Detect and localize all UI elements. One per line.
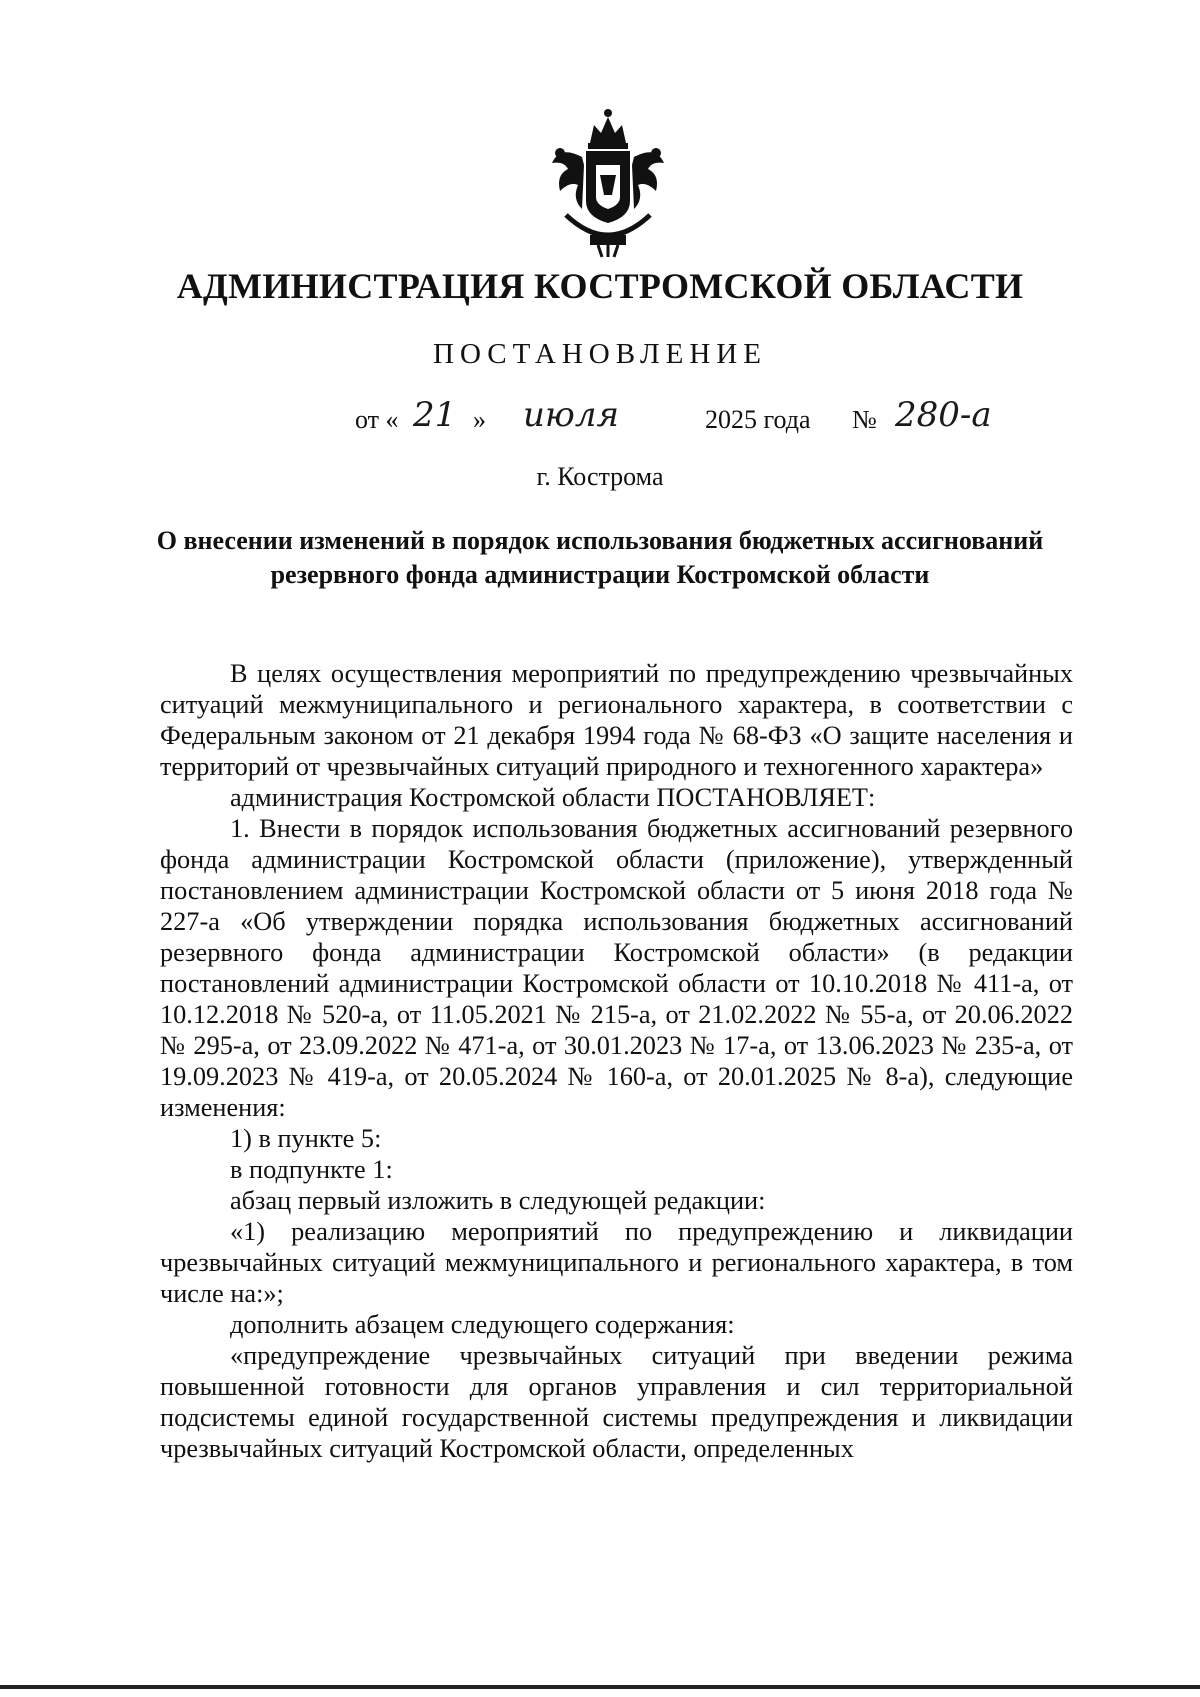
paragraph: администрация Костромской области ПОСТАНОВЛЯЕТ: bbox=[230, 783, 876, 812]
document-body bbox=[160, 658, 1073, 1464]
date-day-handwritten: 21 bbox=[413, 395, 457, 435]
city: г. Кострома bbox=[536, 462, 664, 491]
agency-name: АДМИНИСТРАЦИЯ КОСТРОМСКОЙ ОБЛАСТИ bbox=[176, 266, 1024, 306]
paragraph: дополнить абзацем следующего содержания: bbox=[230, 1310, 735, 1339]
paragraph: «1) реализацию мероприятий по предупреждению и ликвидации чрезвычайных ситуаций межмуниципального и регионального характера, в том числе на:»; bbox=[160, 1217, 1073, 1308]
document-subject: О внесении изменений в порядок использования бюджетных ассигнований резервного фонда администрации Костромской области bbox=[156, 526, 1044, 589]
document-type: ПОСТАНОВЛЕНИЕ bbox=[433, 338, 767, 370]
scan-bottom-edge bbox=[0, 1685, 1200, 1689]
date-year: 2025 года bbox=[705, 405, 811, 434]
paragraph: в подпункте 1: bbox=[230, 1155, 393, 1184]
date-prefix: от « bbox=[355, 405, 399, 434]
date-number-line bbox=[355, 395, 1055, 445]
date-quote-close: » bbox=[473, 405, 486, 434]
paragraph: «предупреждение чрезвычайных ситуаций при введении режима повышенной готовности для органов управления и сил территориальной подсистемы единой государственной системы предупреждения и ликвидации чрезвычайных ситуаций Костромской области, определенных bbox=[160, 1341, 1073, 1463]
coat-of-arms-icon bbox=[538, 105, 678, 260]
paragraph: 1) в пункте 5: bbox=[230, 1124, 382, 1153]
paragraph: 1. Внести в порядок использования бюджетных ассигнований резервного фонда администрации Костромской области (приложение), утвержденный постановлением администрации Костромской области от 5 июня 2018 года № 227-а «Об утверждении порядка использования бюджетных ассигнований резервного фонда администрации Костромской области» (в редакции постановлений администрации Костромской области от 10.10.2018 № 411-а, от 10.12.2018 № 520-а, от 11.05.2021 № 215-а, от 21.02.2022 № 55-а, от 20.06.2022 № 295-а, от 23.09.2022 № 471-а, от 30.01.2023 № 17-а, от 13.06.2023 № 235-а, от 19.09.2023 № 419-а, от 20.05.2024 № 160-а, от 20.01.2025 № 8-а), следующие изменения: bbox=[160, 814, 1073, 1122]
date-month-handwritten: июля bbox=[523, 395, 619, 435]
document-number-handwritten: 280-а bbox=[895, 395, 992, 435]
paragraph: В целях осуществления мероприятий по предупреждению чрезвычайных ситуаций межмуниципального и регионального характера, в соответствии с Федеральным законом от 21 декабря 1994 года № 68-ФЗ «О защите населения и территорий от чрезвычайных ситуаций природного и техногенного характера» bbox=[160, 659, 1073, 781]
paragraph: абзац первый изложить в следующей редакции: bbox=[230, 1186, 766, 1215]
number-sign: № bbox=[852, 405, 877, 434]
